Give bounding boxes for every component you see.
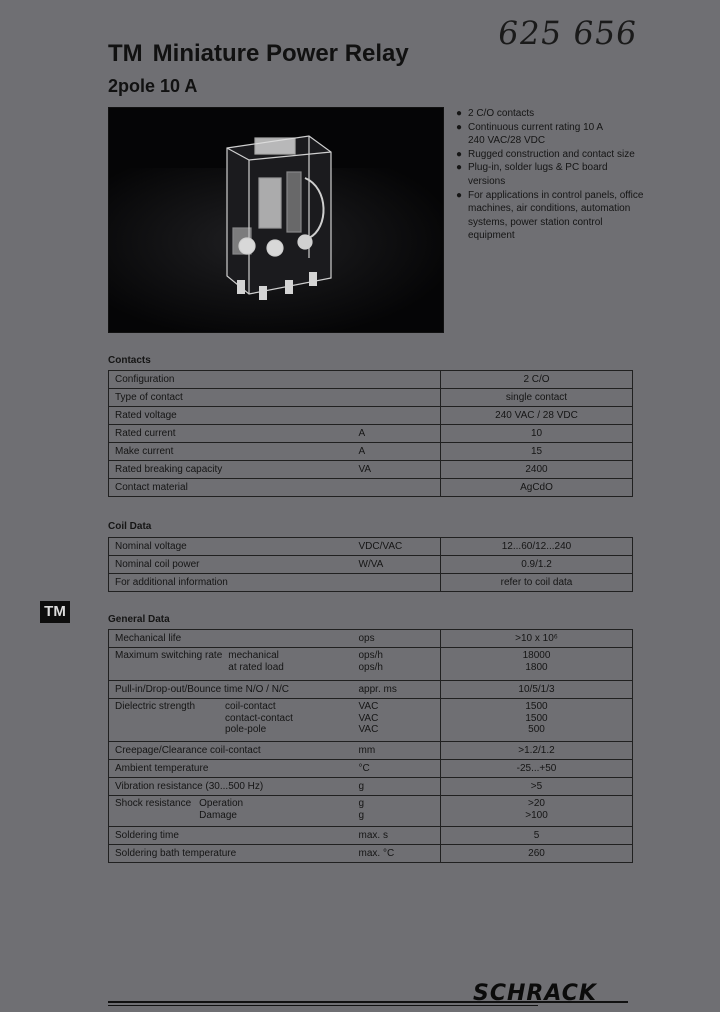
product-title: Miniature Power Relay <box>152 40 409 67</box>
relay-photo <box>108 107 444 333</box>
general-table <box>108 629 633 863</box>
table-row: Rated current A 10 <box>109 425 633 443</box>
table-row: Vibration resistance (30...500 Hz) g >5 <box>109 778 633 796</box>
relay-illustration <box>109 108 443 332</box>
bullet-icon: ● <box>456 121 463 133</box>
table-row: Configuration 2 C/O <box>109 371 633 389</box>
table-row: Rated voltage 240 VAC / 28 VDC <box>109 407 633 425</box>
table-row: Ambient temperature °C -25...+50 <box>109 760 633 778</box>
coil-table <box>108 537 633 592</box>
side-tab-marker: TM <box>40 601 70 623</box>
bullet-icon: ● <box>456 162 463 174</box>
feature-list <box>456 107 646 243</box>
table-row: Nominal voltage VDC/VAC 12...60/12...240 <box>109 538 633 556</box>
page-subtitle: 2pole 10 A <box>108 76 198 96</box>
table-row: Rated breaking capacity VA 2400 <box>109 461 633 479</box>
contacts-section-title: Contacts <box>108 355 151 366</box>
feature-item: ● 2 C/O contacts <box>456 108 535 119</box>
table-row: Creepage/Clearance coil-contact mm >1.2/1.2 <box>109 742 633 760</box>
bullet-icon: ● <box>456 148 463 160</box>
series-code: TM <box>108 40 143 67</box>
table-row: Nominal coil power W/VA 0.9/1.2 <box>109 556 633 574</box>
feature-item: ● Plug-in, solder lugs & PC board versions <box>456 162 608 187</box>
table-row: For additional information refer to coil data <box>109 574 633 592</box>
table-row: Soldering time max. s 5 <box>109 827 633 845</box>
page-title <box>108 40 409 68</box>
table-row: Type of contact single contact <box>109 389 633 407</box>
brand-logo: SCHRACK <box>473 981 597 1006</box>
table-row: Pull-in/Drop-out/Bounce time N/O / N/C appr. ms 10/5/1/3 <box>109 681 633 699</box>
bullet-icon: ● <box>456 189 463 201</box>
table-row: Shock resistance Operation Damage g g >20 >100 <box>109 796 633 827</box>
handwritten-note: 625 656 <box>495 14 640 52</box>
coil-section-title: Coil Data <box>108 521 152 532</box>
table-row: Make current A 15 <box>109 443 633 461</box>
contacts-table <box>108 370 633 497</box>
table-row: Contact material AgCdO <box>109 479 633 497</box>
feature-item: 240 VAC/28 VDC <box>468 135 546 147</box>
feature-item: ● Rugged construction and contact size <box>456 148 635 160</box>
general-section-title: General Data <box>108 614 170 625</box>
table-row: Dielectric strength coil-contact contact-contact pole-pole VAC VAC VAC 1500 1500 500 <box>109 699 633 742</box>
table-row: Maximum switching rate mechanical at rated load ops/h ops/h 18000 1800 <box>109 648 633 681</box>
feature-item: ● For applications in control panels, office machines, air conditions, automation systems, power station control equipment <box>456 189 644 242</box>
bullet-icon: ● <box>456 108 463 119</box>
table-row: Soldering bath temperature max. °C 260 <box>109 845 633 863</box>
table-row: Mechanical life ops >10 x 10⁶ <box>109 630 633 648</box>
feature-item: ● Continuous current rating 10 A <box>456 121 604 133</box>
